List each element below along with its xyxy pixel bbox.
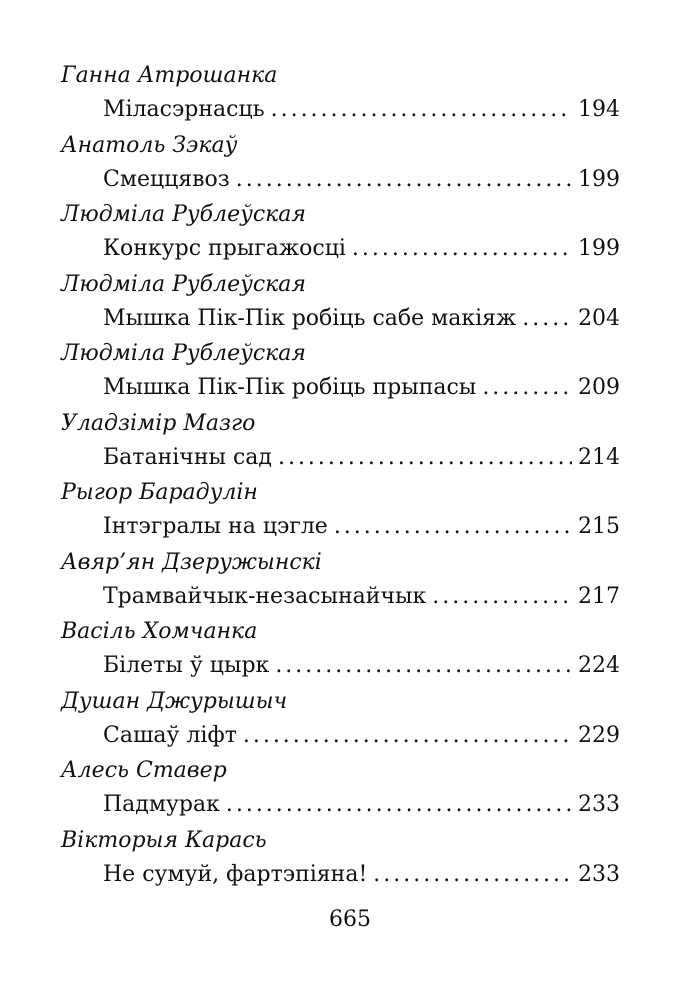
dot-leader [522,305,572,333]
toc-line [103,791,620,819]
dot-leader [226,791,572,819]
toc-page-number: 204 [578,305,620,331]
toc-entry [0,477,700,547]
toc-author: Уладзімір Мазго [61,410,256,436]
toc-author: Ганна Атрошанка [61,63,278,88]
toc-entry [0,269,700,339]
dot-leader [482,374,572,402]
toc-author: Вікторыя Карась [61,827,267,853]
toc-line [103,722,620,750]
toc-line [103,444,620,472]
dot-leader [432,583,572,611]
toc-line [103,235,620,263]
toc-title: Інтэгралы на цэгле [103,514,328,539]
dot-leader [334,513,572,541]
toc-page-number: 217 [578,583,620,609]
toc-page-number: 224 [578,653,620,678]
toc-line [103,305,620,333]
toc-entry [0,408,700,478]
toc-author: Алесь Ставер [61,758,227,783]
toc-page-number: 233 [578,792,620,817]
toc-author: Людміла Рублеўская [61,271,306,297]
toc-page-number: 199 [578,166,620,192]
toc-title: Міласэрнасць [103,97,265,122]
toc-author: Людміла Рублеўская [61,202,306,227]
toc-title: Смеццявоз [103,166,230,192]
toc-line [103,583,620,611]
page-folio-number: 665 [329,907,371,932]
toc-author: Людміла Рублеўская [61,341,306,366]
toc-entry [0,130,700,200]
toc-line [103,652,620,680]
toc-entry [0,686,700,756]
toc-author: Душан Джурышыч [61,688,288,714]
dot-leader [275,652,572,680]
toc-page-number: 214 [578,444,620,470]
toc-line [103,96,620,124]
toc-entry [0,547,700,617]
table-of-contents [0,60,700,894]
toc-title: Батанічны сад [103,444,272,470]
toc-author: Васіль Хомчанка [61,619,258,644]
toc-title: Білеты ў цырк [103,653,270,678]
dot-leader [236,166,572,194]
toc-page-number: 233 [578,861,620,887]
toc-entry [0,755,700,825]
dot-leader [373,861,572,889]
toc-page-number: 215 [578,514,620,539]
toc-line [103,374,620,402]
toc-author: Анатоль Зэкаў [61,132,238,158]
toc-page-number: 194 [578,97,620,122]
toc-title: Падмурак [103,792,220,817]
toc-entry [0,825,700,895]
toc-line [103,166,620,194]
toc-title: Конкурс прыгажосці [103,236,346,261]
toc-title: Сашаў ліфт [103,722,237,748]
toc-page-number: 229 [578,722,620,748]
toc-entry [0,616,700,686]
toc-entry [0,338,700,408]
toc-entry [0,60,700,130]
toc-author: Авяр’ян Дзеружынскі [61,549,322,575]
toc-title: Не сумуй, фартэпіяна! [103,861,368,887]
toc-entry [0,199,700,269]
toc-page-number: 209 [578,375,620,400]
toc-line [103,861,620,889]
toc-title: Трамвайчык-незасынайчык [103,583,427,609]
dot-leader [243,722,572,750]
toc-author: Рыгор Барадулін [61,480,258,505]
toc-page-number: 199 [578,236,620,261]
toc-title: Мышка Пік-Пік робіць прыпасы [103,375,477,400]
dot-leader [278,444,572,472]
dot-leader [352,235,572,263]
toc-title: Мышка Пік-Пік робіць сабе макіяж [103,305,517,331]
dot-leader [271,96,572,124]
toc-line [103,513,620,541]
